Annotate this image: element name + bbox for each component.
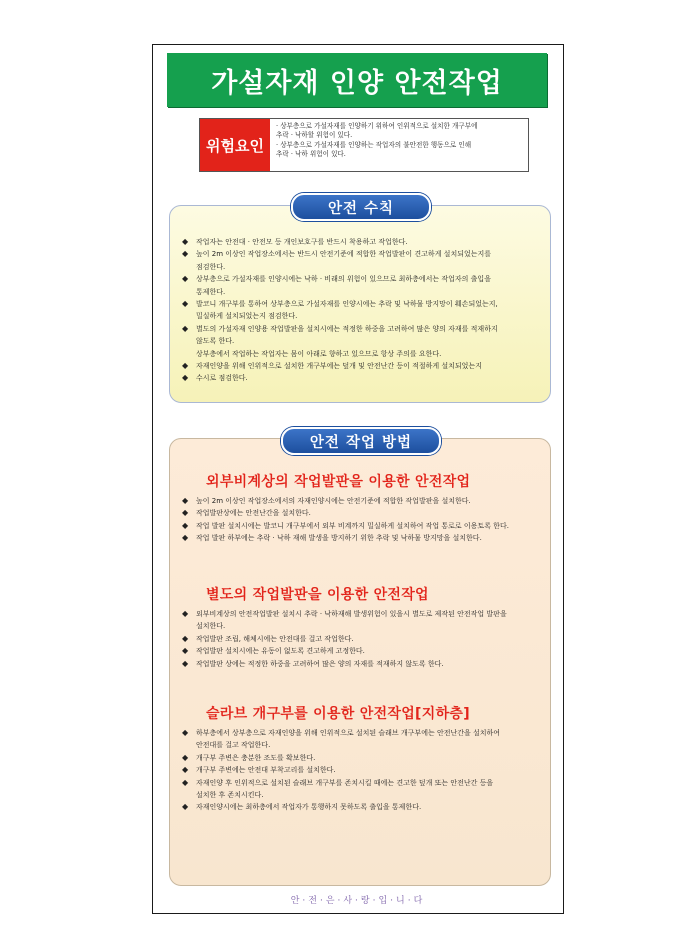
section-title: 슬라브 개구부를 이용한 안전작업[지하층] (206, 706, 470, 722)
methods-box (169, 438, 551, 886)
list-item: ◆ 발코니 개구부를 통하여 상부층으로 가설자재를 인양시에는 추락 및 낙하물 방지망이 훼손되었는지, (180, 298, 545, 310)
list-item: 통제한다. (196, 287, 226, 296)
hazard-item: · 상부층으로 가설자재를 인양하는 작업자의 불안전한 행동으로 인해 (276, 140, 472, 149)
poster-title: 가설자재 인양 안전작업 (167, 53, 547, 107)
footer-slogan: 안·전·은·사·랑·입·니·다 (290, 896, 426, 906)
list-item: ◆ 자재인양 후 인위적으로 설치된 슬래브 개구부를 존치시킬 때에는 견고한 덮개 또는 안전난간 등을 (180, 777, 542, 789)
list-item: ◆ 작업자는 안전대 · 안전모 등 개인보호구를 반드시 착용하고 작업한다. (180, 236, 545, 248)
hazard-item: 추락 · 낙하할 위험이 있다. (276, 131, 353, 140)
safety-poster (152, 44, 564, 914)
section-list (180, 608, 542, 670)
hazard-item: · 상부층으로 가설자재를 인양하기 위하여 인위적으로 설치한 개구부에 (276, 122, 478, 130)
list-item: ◆ 작업발판상에는 안전난간을 설치한다. (180, 507, 542, 519)
rules-box (169, 205, 551, 403)
list-item: ◆ 작업발판 조립, 해체시에는 안전대를 걸고 작업한다. (180, 633, 542, 645)
rules-heading: 안전 수칙 (291, 193, 431, 221)
list-item: ◆ 자재인양시에는 최하층에서 작업자가 통행하지 못하도록 출입을 통제한다. (180, 801, 542, 813)
list-item: ◆ 작업발판 설치시에는 유동이 없도록 견고하게 고정한다. (180, 645, 542, 657)
list-item: ◆ 하부층에서 상부층으로 자재인양을 위해 인위적으로 설치된 슬래브 개구부에는 안전난간을 설치하여 (180, 727, 542, 739)
list-item: 밀실하게 설치되었는지 점검한다. (196, 312, 298, 321)
section-title: 별도의 작업발판을 이용한 안전작업 (206, 587, 429, 603)
hazard-label: 위험요인 (200, 119, 270, 171)
list-item: ◆ 높이 2m 이상인 작업장소에서는 반드시 안전기준에 적합한 작업발판이 견고하게 설치되었는지를 (180, 248, 545, 260)
list-item: 상부층에서 작업하는 작업자는 몸이 아래로 향하고 있으므로 항상 주의를 요한다. (196, 349, 442, 358)
list-item: 설치한다. (196, 622, 226, 631)
methods-heading: 안전 작업 방법 (281, 427, 441, 455)
rules-list (180, 236, 545, 385)
list-item: ◆ 작업 발판 하부에는 추락 · 낙하 재해 발생을 방지하기 위한 추락 및 낙하물 방지망을 설치한다. (180, 532, 542, 544)
list-item: ◆ 외부비계상의 안전작업발판 설치시 추락 · 낙하재해 발생위험이 있을시 별도로 제작된 안전작업 발판을 (180, 608, 542, 620)
hazard-item: 추락 · 낙하 위험이 있다. (276, 150, 346, 159)
section-title: 외부비계상의 작업발판을 이용한 안전작업 (206, 474, 471, 490)
list-item: ◆ 자재인양을 위해 인위적으로 설치한 개구부에는 덮개 및 안전난간 등이 적절하게 설치되었는지 (180, 360, 545, 372)
list-item: 설치한 후 존치시킨다. (196, 791, 264, 800)
list-item: 않도록 한다. (196, 337, 235, 346)
list-item: ◆ 개구부 주변은 충분한 조도를 확보한다. (180, 752, 542, 764)
list-item: ◆ 상부층으로 가설자재를 인양시에는 낙하 · 비래의 위험이 있으므로 최하층에서는 작업자의 출입을 (180, 273, 545, 285)
hazard-list (270, 119, 481, 171)
list-item: 점검한다. (196, 262, 226, 271)
list-item: ◆ 별도의 가설자재 인양용 작업발판을 설치시에는 적정한 하중을 고려하여 많은 양의 자재를 적재하지 (180, 323, 545, 335)
hazard-box (199, 118, 529, 172)
section-list (180, 727, 542, 814)
section-list (180, 495, 542, 545)
list-item: ◆ 개구부 주변에는 안전대 부착고리를 설치한다. (180, 764, 542, 776)
list-item: ◆ 작업발판 상에는 적정한 하중을 고려하여 많은 양의 자재를 적재하지 않도록 한다. (180, 658, 542, 670)
list-item: ◆ 수시로 점검한다. (180, 372, 545, 384)
list-item: ◆ 작업 발판 설치시에는 발코니 개구부에서 외부 비계까지 밀실하게 설치하여 작업 통로로 이용토록 한다. (180, 520, 542, 532)
list-item: 안전대를 걸고 작업한다. (196, 741, 271, 750)
list-item: ◆ 높이 2m 이상인 작업장소에서의 자재인양시에는 안전기준에 적합한 작업발판을 설치한다. (180, 495, 542, 507)
